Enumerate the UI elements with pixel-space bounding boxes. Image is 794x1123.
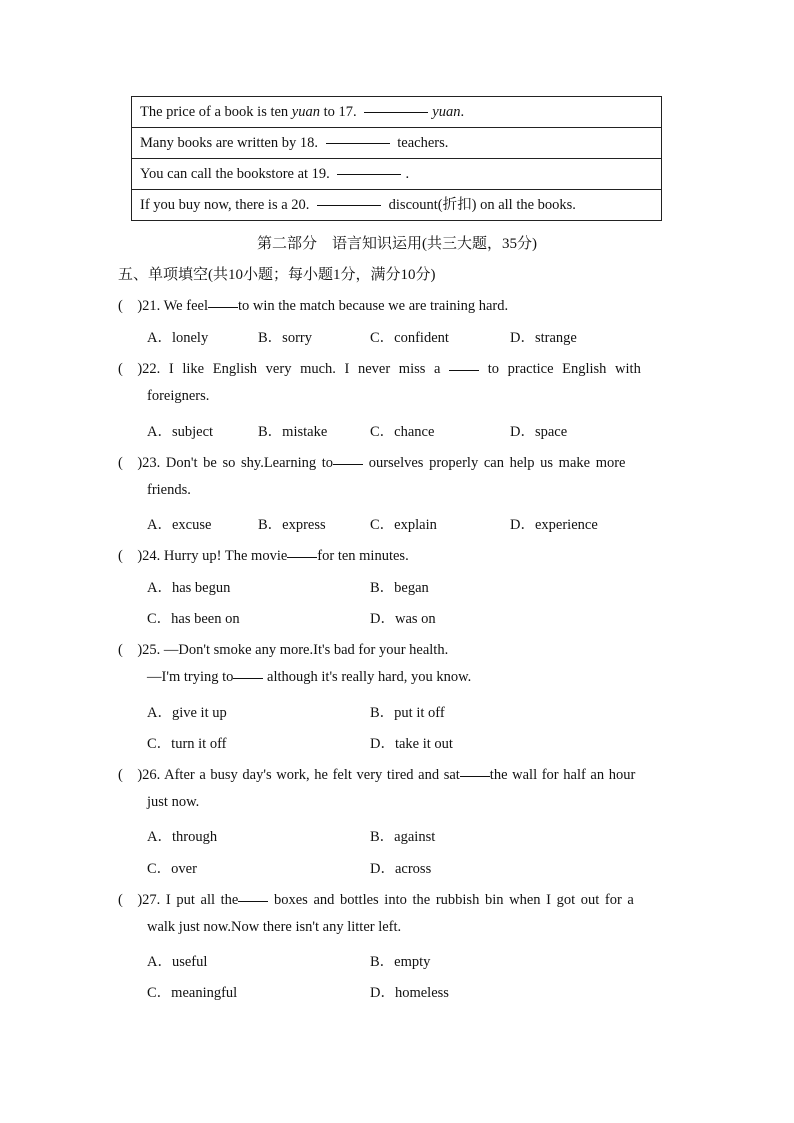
answer-blank-18[interactable] (326, 142, 390, 144)
table-row (132, 190, 662, 221)
question-stem: I like English very much. I never miss a (160, 361, 450, 377)
question-stem: to practice English with (479, 361, 641, 377)
option-a[interactable]: A．subject (147, 424, 214, 440)
question-stem-continued: foreigners. (147, 388, 210, 404)
question-number: ( )26. (118, 767, 161, 783)
table-cell (132, 97, 662, 128)
option-c[interactable]: C．chance (370, 424, 435, 440)
answer-blank[interactable] (460, 775, 490, 777)
option-d[interactable]: D．experience (510, 517, 598, 533)
question-25 (118, 638, 448, 659)
option-a[interactable]: A．useful (147, 954, 208, 970)
option-d[interactable]: D．strange (510, 330, 577, 346)
cell-italic-text: yuan (432, 104, 461, 120)
section-title: 第二部分 语言知识运用(共三大题，35分) (257, 236, 537, 252)
cell-text: The price of a book is ten (140, 104, 292, 120)
question-number: ( )21. (118, 298, 161, 314)
question-number: ( )27. (118, 892, 161, 908)
question-27 (118, 888, 634, 909)
cell-text: . (405, 166, 410, 182)
question-number: ( )22. (118, 361, 161, 377)
cell-italic-text: yuan (291, 104, 320, 120)
answer-blank[interactable] (449, 369, 479, 371)
option-b[interactable]: B．mistake (258, 424, 328, 440)
question-stem: Hurry up! The movie (160, 548, 288, 564)
option-c[interactable]: C．has been on (147, 611, 240, 627)
option-b[interactable]: B．put it off (370, 705, 445, 721)
question-stem: for ten minutes. (317, 548, 409, 564)
cell-text: discount(折扣) on all the books. (385, 197, 576, 213)
table-row (132, 128, 662, 159)
table-row (132, 97, 662, 128)
cell-text: Many books are written by 18. (140, 135, 322, 151)
option-c[interactable]: C．over (147, 861, 197, 877)
option-c[interactable]: C．confident (370, 330, 449, 346)
question-stem: —I'm trying to (147, 669, 234, 685)
question-number: ( )23. (118, 455, 161, 471)
answer-blank-19[interactable] (337, 173, 401, 175)
question-stem: the wall for half an hour (489, 767, 636, 783)
question-stem: After a busy day's work, he felt very tired and sat (160, 767, 460, 783)
option-b[interactable]: B．against (370, 829, 436, 845)
question-stem-continued: just now. (147, 794, 200, 810)
cell-text: to 17. (319, 104, 361, 120)
bookstore-info-table (131, 96, 662, 221)
answer-blank[interactable] (233, 677, 263, 679)
question-stem: —Don't smoke any more.It's bad for your health. (160, 642, 449, 658)
cell-text: If you buy now, there is a 20. (140, 197, 314, 213)
option-a[interactable]: A．excuse (147, 517, 212, 533)
table-cell (132, 159, 662, 190)
table-cell (132, 190, 662, 221)
part-title: 五、单项填空(共10小题；每小题1分，满分10分) (118, 267, 436, 283)
question-stem: ourselves properly can help us make more (363, 455, 626, 471)
table-cell (132, 128, 662, 159)
cell-text: You can call the bookstore at 19. (140, 166, 334, 182)
answer-blank[interactable] (333, 463, 363, 465)
option-c[interactable]: C．explain (370, 517, 437, 533)
option-a[interactable]: A．lonely (147, 330, 209, 346)
option-a[interactable]: A．give it up (147, 705, 227, 721)
question-stem: to win the match because we are training hard. (237, 298, 509, 314)
option-d[interactable]: D．across (370, 861, 432, 877)
option-b[interactable]: B．empty (370, 954, 431, 970)
question-22 (118, 357, 674, 378)
option-a[interactable]: A．has begun (147, 580, 231, 596)
answer-blank[interactable] (208, 306, 238, 308)
question-stem: although it's really hard, you know. (263, 669, 472, 685)
option-c[interactable]: C．meaningful (147, 985, 238, 1001)
option-b[interactable]: B．express (258, 517, 326, 533)
option-c[interactable]: C．turn it off (147, 736, 227, 752)
option-d[interactable]: D．was on (370, 611, 436, 627)
question-stem-continued: walk just now.Now there isn't any litter left. (147, 919, 402, 935)
option-d[interactable]: D．space (510, 424, 568, 440)
option-a[interactable]: A．through (147, 829, 218, 845)
cell-text: teachers. (393, 135, 449, 151)
question-26 (118, 763, 635, 784)
table-row (132, 159, 662, 190)
question-stem: We feel (160, 298, 208, 314)
question-stem-continued (147, 669, 471, 686)
question-stem: boxes and bottles into the rubbish bin when I got out for a (268, 892, 634, 908)
question-stem-continued: friends. (147, 482, 191, 498)
answer-blank[interactable] (287, 556, 317, 558)
question-stem: I put all the (160, 892, 239, 908)
cell-text: . (460, 104, 465, 120)
option-d[interactable]: D．homeless (370, 985, 449, 1001)
question-number: ( )25. (118, 642, 161, 658)
question-stem: Don't be so shy.Learning to (160, 455, 334, 471)
question-21 (118, 294, 508, 315)
question-number: ( )24. (118, 548, 161, 564)
answer-blank-20[interactable] (317, 204, 381, 206)
answer-blank[interactable] (238, 900, 268, 902)
option-b[interactable]: B．began (370, 580, 429, 596)
option-d[interactable]: D．take it out (370, 736, 453, 752)
question-23 (118, 451, 626, 472)
question-24 (118, 544, 409, 565)
option-b[interactable]: B．sorry (258, 330, 312, 346)
answer-blank-17[interactable] (364, 111, 428, 113)
